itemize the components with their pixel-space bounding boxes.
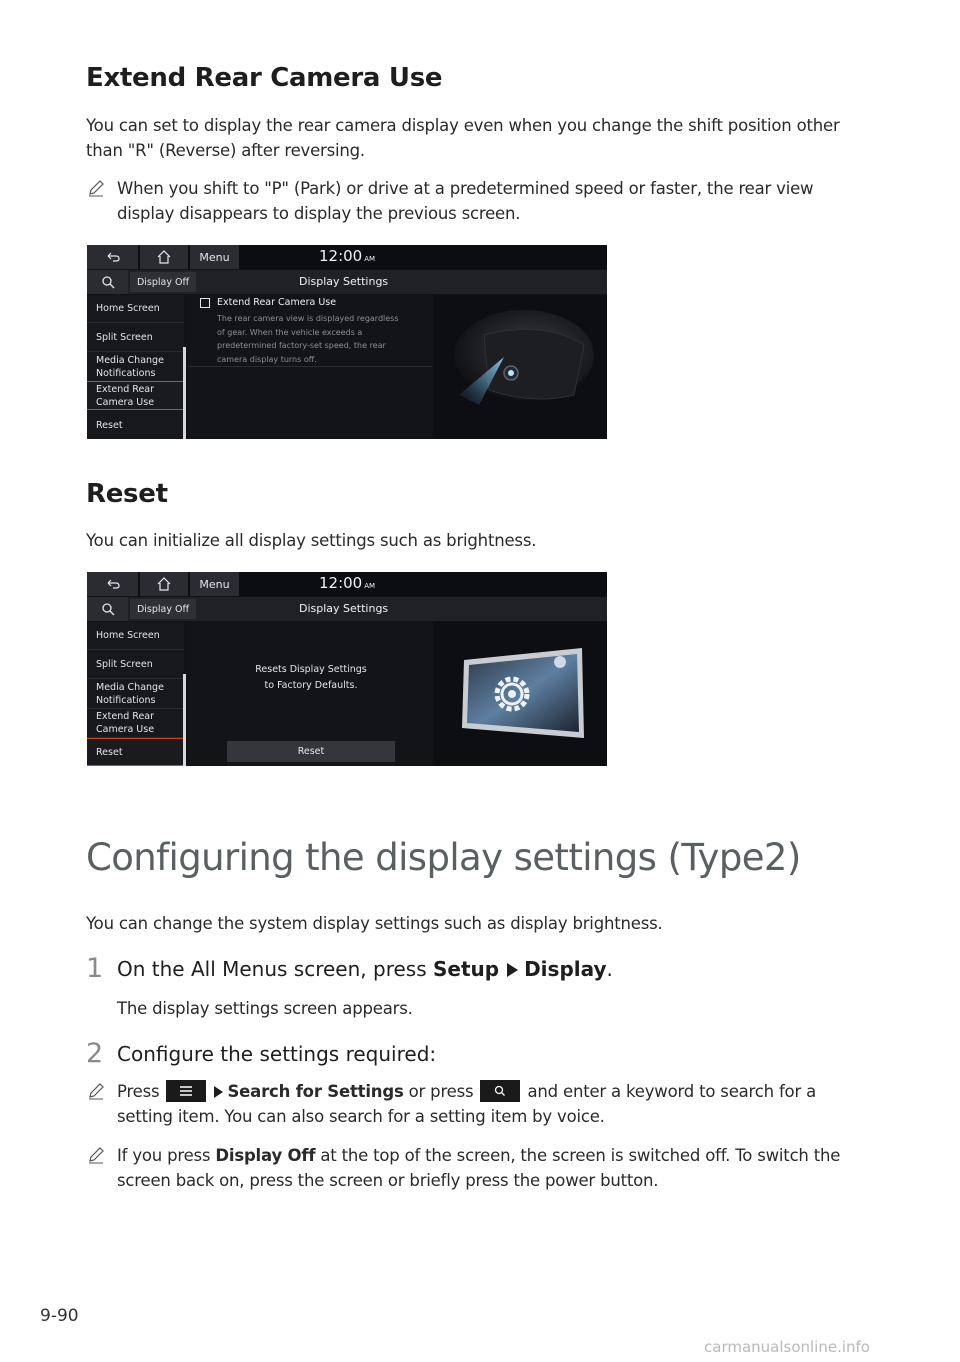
sidebar-item-label: Reset — [96, 746, 123, 758]
message-line: to Factory Defaults. — [264, 680, 358, 691]
note-text: or press — [408, 1082, 474, 1101]
note-line: When you shift to "P" (Park) or drive at a predetermined speed or faster, the rear view — [117, 179, 814, 198]
note-text: Press — [117, 1082, 160, 1101]
reset-message — [227, 662, 395, 694]
back-button[interactable] — [87, 572, 139, 596]
description-line: of gear. When the vehicle exceeds a — [217, 327, 363, 337]
sidebar-item-home-screen[interactable] — [87, 295, 184, 323]
section-body: You can initialize all display settings such as brightness. — [86, 531, 537, 550]
reset-preview-image — [434, 622, 607, 766]
monitor-gear-illustration — [434, 622, 607, 766]
step-1-result: The display settings screen appears. — [117, 999, 413, 1018]
sidebar-item-label — [96, 354, 164, 380]
note-text: at the top of the screen, the screen is switched off. To switch the — [315, 1146, 841, 1165]
sidebar-item-label — [96, 383, 154, 409]
note — [86, 176, 886, 228]
extend-rear-camera-checkbox[interactable] — [200, 298, 210, 308]
search-button[interactable] — [87, 270, 128, 294]
note — [86, 1079, 886, 1131]
note — [86, 1143, 886, 1195]
search-button-inline — [480, 1080, 520, 1102]
menu-button[interactable]: Menu — [190, 245, 240, 269]
page-number: 9-90 — [40, 1306, 79, 1326]
sidebar-item-reset[interactable] — [87, 738, 184, 766]
description-line: predetermined factory-set speed, the rear — [217, 341, 386, 350]
clock-time: 12:00 — [319, 574, 363, 592]
clock-time: 12:00 — [319, 247, 363, 265]
back-icon — [105, 249, 121, 265]
description-line: The rear camera view is displayed regardless — [217, 314, 399, 323]
body-line: You can set to display the rear camera display even when you change the shift position other — [86, 116, 840, 135]
sidebar-item-reset[interactable] — [87, 411, 184, 439]
note-line: setting item. You can also search for a setting item by voice. — [117, 1107, 605, 1126]
search-icon — [101, 275, 115, 289]
sidebar-item-home-screen[interactable] — [87, 622, 184, 650]
sidebar-item-label — [96, 681, 164, 707]
display-off-button[interactable]: Display Off — [130, 272, 196, 292]
search-for-settings-label: Search for Settings — [227, 1082, 404, 1101]
screen-title: Display Settings — [299, 602, 389, 615]
clock-ampm: AM — [364, 255, 376, 263]
sidebar-item-media-change-notifications[interactable] — [87, 680, 184, 709]
description-line: camera display turns off. — [217, 354, 317, 364]
message-line: Resets Display Settings — [255, 664, 367, 675]
sidebar-item-label: Home Screen — [96, 630, 160, 641]
sidebar-item-extend-rear-camera-use[interactable] — [87, 381, 184, 410]
setting-description — [217, 312, 427, 366]
back-icon — [105, 576, 121, 592]
settings-sidebar — [87, 295, 184, 439]
chapter-title: Configuring the display settings (Type2) — [86, 836, 801, 879]
label-line: Extend Rear — [96, 711, 155, 722]
step-text-part: . — [606, 957, 613, 981]
step-1 — [86, 953, 886, 987]
section-intro: You can change the system display settings such as display brightness. — [86, 914, 663, 933]
label-line: Notifications — [96, 695, 156, 706]
rear-camera-illustration — [434, 295, 607, 439]
divider — [188, 366, 432, 367]
body-line: than "R" (Reverse) after reversing. — [86, 141, 365, 160]
section-title-extend-rear-camera: Extend Rear Camera Use — [86, 63, 443, 93]
scrollbar[interactable] — [183, 347, 186, 439]
screen-title: Display Settings — [299, 275, 389, 288]
clock-ampm: AM — [364, 582, 376, 590]
settings-sidebar — [87, 622, 184, 766]
sidebar-item-extend-rear-camera-use[interactable] — [87, 709, 184, 738]
label-line: Media Change — [96, 355, 164, 366]
sidebar-item-split-screen[interactable] — [87, 324, 184, 352]
sidebar-item-media-change-notifications[interactable] — [87, 353, 184, 382]
sidebar-item-label: Reset — [96, 419, 123, 431]
note-line: display disappears to display the previous screen. — [117, 204, 521, 223]
pencil-note-icon — [86, 1081, 106, 1101]
section-title-reset: Reset — [86, 479, 168, 509]
step-text — [117, 957, 613, 981]
home-button[interactable] — [140, 245, 189, 269]
step-text-part: On the All Menus screen, press — [117, 957, 433, 981]
all-menus-button — [166, 1080, 206, 1102]
search-icon — [101, 602, 115, 616]
section-body — [86, 113, 886, 163]
sidebar-item-label: Split Screen — [96, 332, 153, 343]
home-button[interactable] — [140, 572, 189, 596]
pencil-note-icon — [86, 178, 106, 198]
back-button[interactable] — [87, 245, 139, 269]
search-icon — [480, 1080, 520, 1102]
menu-button[interactable]: Menu — [190, 572, 240, 596]
clock — [319, 247, 375, 265]
search-button[interactable] — [87, 597, 128, 621]
rear-camera-preview-image — [434, 295, 607, 439]
display-off-button[interactable]: Display Off — [130, 599, 196, 619]
display-settings-screen-extend-rear-camera — [87, 245, 607, 439]
step-number: 2 — [86, 1038, 104, 1069]
note-line — [117, 1143, 877, 1168]
arrow-right-icon — [214, 1086, 223, 1098]
label-line: Notifications — [96, 368, 156, 379]
display-settings-screen-reset — [87, 572, 607, 766]
step-number: 1 — [86, 953, 104, 984]
home-icon — [156, 249, 172, 265]
pencil-note-icon — [86, 1145, 106, 1165]
setup-menu-label: Setup — [432, 957, 500, 981]
sidebar-item-label: Home Screen — [96, 303, 160, 314]
label-line: Camera Use — [96, 396, 155, 408]
watermark: carmanualsonline.info — [704, 1338, 870, 1356]
label-line: Media Change — [96, 682, 164, 693]
checkbox-label: Extend Rear Camera Use — [217, 297, 337, 308]
sidebar-item-split-screen[interactable] — [87, 651, 184, 679]
home-icon — [156, 576, 172, 592]
step-text: Configure the settings required: — [117, 1042, 437, 1066]
sidebar-item-label — [96, 710, 154, 736]
note-text: If you press — [117, 1146, 216, 1165]
label-line: Extend Rear — [96, 383, 155, 395]
note-line: screen back on, press the screen or briefly press the power button. — [117, 1171, 659, 1190]
label-line: Camera Use — [96, 724, 155, 735]
hamburger-menu-icon — [166, 1080, 206, 1102]
sidebar-item-label: Split Screen — [96, 659, 153, 670]
clock — [319, 574, 375, 592]
display-off-label: Display Off — [215, 1146, 316, 1165]
display-menu-label: Display — [524, 957, 607, 981]
reset-button[interactable]: Reset — [227, 741, 395, 762]
step-2 — [86, 1038, 886, 1072]
note-line — [117, 1079, 877, 1104]
note-text: and enter a keyword to search for a — [527, 1082, 816, 1101]
arrow-right-icon — [507, 963, 518, 977]
scrollbar[interactable] — [183, 674, 186, 766]
